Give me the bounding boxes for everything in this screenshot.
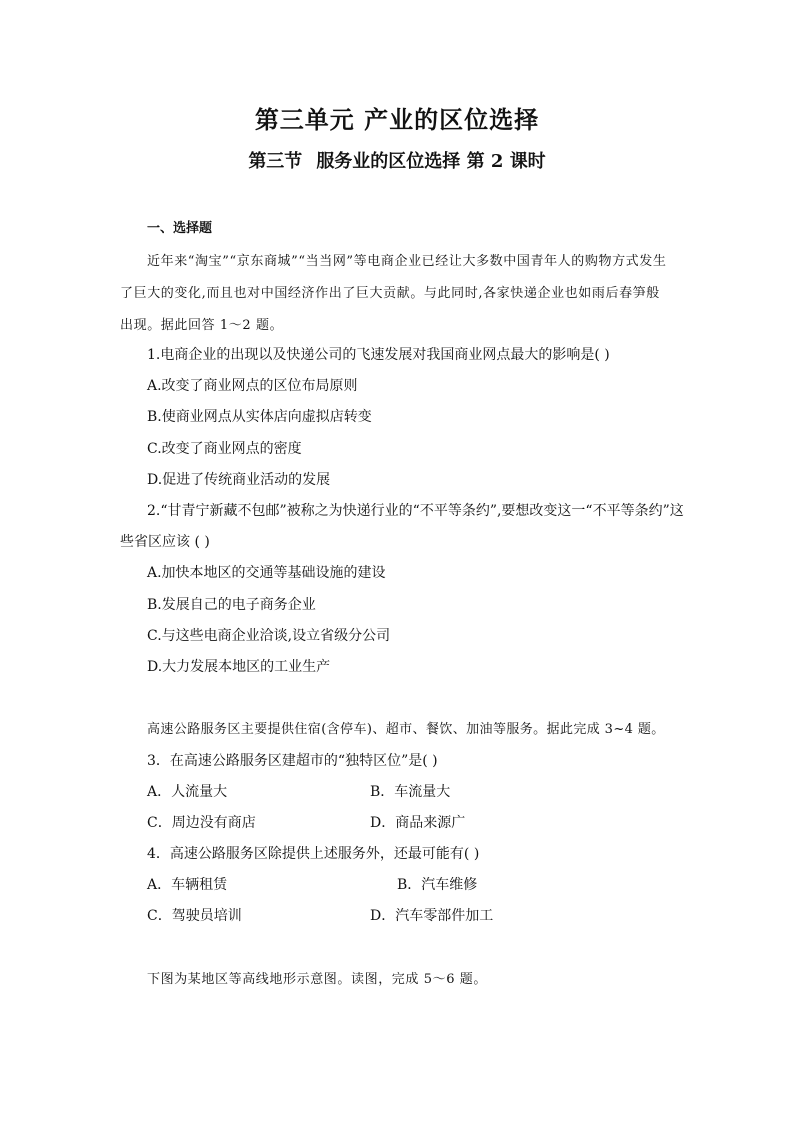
question-4-option-b: B．汽车维修 bbox=[397, 877, 478, 893]
subtitle-lesson: 课时 bbox=[509, 151, 546, 172]
question-2-option-a: A.加快本地区的交通等基础设施的建设 bbox=[147, 565, 386, 581]
section-heading: 一、选择题 bbox=[147, 221, 213, 236]
question-3-option-b: B．车流量大 bbox=[370, 784, 451, 800]
question-1-option-c: C.改变了商业网点的密度 bbox=[147, 441, 302, 457]
question-4-option-a: A．车辆租赁 bbox=[147, 877, 228, 893]
question-3-option-d: D．商品来源广 bbox=[370, 815, 466, 831]
question-4-stem: 4．高速公路服务区除提供上述服务外，还最可能有( ) bbox=[147, 846, 480, 862]
question-1-option-b: B.使商业网点从实体店向虚拟店转变 bbox=[147, 409, 372, 425]
question-1-option-a: A.改变了商业网点的区位布局原则 bbox=[147, 378, 358, 394]
question-2-option-c: C.与这些电商企业洽谈,设立省级分公司 bbox=[147, 628, 391, 644]
subtitle-name: 服务业的区位选择 第 bbox=[316, 151, 485, 172]
question-2-option-d: D.大力发展本地区的工业生产 bbox=[147, 659, 331, 675]
subtitle-number: 2 bbox=[490, 151, 504, 172]
question-2-stem-line-2: 些省区应该 ( ) bbox=[120, 534, 210, 550]
question-3-stem: 3．在高速公路服务区建超市的“独特区位”是( ) bbox=[147, 753, 438, 769]
lesson-subtitle bbox=[0, 147, 794, 173]
passage1-line-2: 了巨大的变化,而且也对中国经济作出了巨大贡献。与此同时,各家快递企业也如雨后春笋般 bbox=[120, 286, 660, 301]
question-2-stem-line-1: 2.“甘青宁新藏不包邮”被称之为快递行业的“不平等条约”,要想改变这一“不平等条约”这 bbox=[147, 503, 684, 519]
question-2-option-b: B.发展自己的电子商务企业 bbox=[147, 597, 316, 613]
unit-title: 第三单元 产业的区位选择 bbox=[254, 105, 540, 134]
passage3: 下图为某地区等高线地形示意图。读图，完成 5～6 题。 bbox=[147, 972, 488, 987]
passage2: 高速公路服务区主要提供住宿(含停车)、超市、餐饮、加油等服务。据此完成 3~4 题。 bbox=[147, 722, 665, 737]
question-1-stem: 1.电商企业的出现以及快递公司的飞速发展对我国商业网点最大的影响是( ) bbox=[147, 347, 610, 363]
question-3-option-c: C．周边没有商店 bbox=[147, 815, 256, 831]
passage1-line-1: 近年来“淘宝”“京东商城”“当当网”等电商企业已经让大多数中国青年人的购物方式发生 bbox=[147, 254, 667, 269]
passage1-line-3: 出现。据此回答 1～2 题。 bbox=[120, 318, 284, 333]
question-3-option-a: A．人流量大 bbox=[147, 784, 228, 800]
question-1-option-d: D.促进了传统商业活动的发展 bbox=[147, 472, 331, 488]
question-4-option-c: C．驾驶员培训 bbox=[147, 908, 242, 924]
subtitle-section: 第三节 bbox=[248, 151, 303, 172]
question-4-option-d: D．汽车零部件加工 bbox=[370, 908, 494, 924]
